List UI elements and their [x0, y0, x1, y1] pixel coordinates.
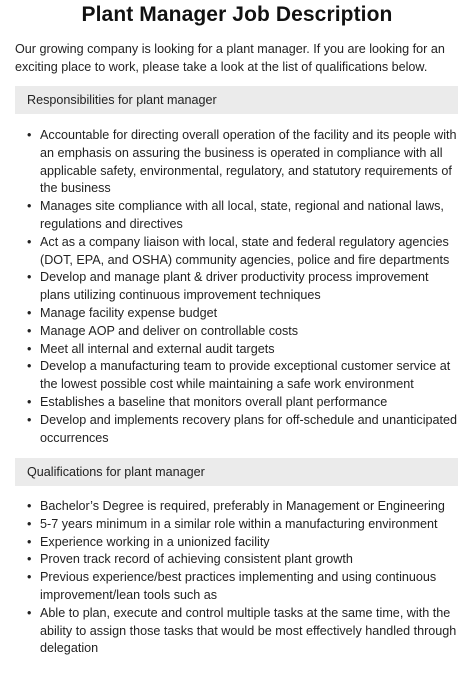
bullet-icon: •: [27, 128, 32, 142]
bullet-icon: •: [27, 199, 32, 214]
list-item-text: Develop and manage plant & driver productivity process improvement plans utilizing continuous improvement techniques: [40, 270, 429, 303]
list-item-text: Manage facility expense budget: [40, 305, 218, 320]
bullet-icon: •: [27, 605, 32, 620]
bullet-icon: •: [27, 499, 32, 513]
list-item: [15, 198, 461, 234]
list-item-text: Develop and implements recovery plans for off-schedule and unanticipated occurrences: [40, 412, 458, 445]
list-item: [15, 394, 461, 412]
list-item: [15, 305, 461, 323]
bullet-icon: •: [27, 305, 32, 320]
list-item: [15, 534, 461, 552]
list-item-text: Manage AOP and deliver on controllable costs: [40, 323, 299, 338]
list-item-text: Able to plan, execute and control multiple tasks at the same time, with the ability to assign those tasks that would be most effectively handled through delegation: [40, 605, 457, 656]
list-item-text: Experience working in a unionized facility: [40, 534, 270, 549]
bullet-icon: •: [27, 341, 32, 356]
qualifications-list: [15, 498, 461, 658]
bullet-icon: •: [27, 359, 32, 374]
list-item: [15, 516, 461, 534]
bullet-icon: •: [27, 412, 32, 427]
list-item: [15, 569, 461, 605]
bullet-icon: •: [27, 270, 32, 285]
list-item: [15, 498, 461, 516]
list-item-text: Manages site compliance with all local, state, regional and national laws, regulations and directives: [40, 199, 444, 231]
list-item: [15, 551, 461, 569]
bullet-icon: •: [27, 323, 32, 338]
list-item: [15, 358, 461, 394]
bullet-icon: •: [27, 534, 32, 549]
bullet-icon: •: [27, 552, 32, 567]
qualifications-heading: Qualifications for plant manager: [15, 458, 458, 486]
list-item-text: Accountable for directing overall operation of the facility and its people with an emphasis on assuring the business is operated in compliance with all applicable safety, environmental, regulatory, and statutory requirements of the business: [40, 128, 457, 196]
intro-paragraph: Our growing company is looking for a plant manager. If you are looking for an exciting place to work, please take a look at the list of qualifications below.: [15, 42, 445, 74]
list-item-text: Develop a manufacturing team to provide exceptional customer service at the lowest possible cost while maintaining a safe work environment: [40, 359, 451, 392]
responsibilities-heading: Responsibilities for plant manager: [15, 86, 458, 114]
bullet-icon: •: [27, 516, 32, 531]
list-item-text: Meet all internal and external audit targets: [40, 341, 275, 356]
list-item-text: Previous experience/best practices implementing and using continuous improvement/lean tools such as: [40, 570, 437, 602]
list-item-text: 5-7 years minimum in a similar role within a manufacturing environment: [40, 516, 438, 531]
list-item: [15, 323, 461, 341]
bullet-icon: •: [27, 394, 32, 409]
list-item-text: Bachelor’s Degree is required, preferably in Management or Engineering: [40, 499, 445, 513]
list-item-text: Establishes a baseline that monitors overall plant performance: [40, 394, 388, 409]
list-item: [15, 234, 461, 270]
list-item: [15, 605, 461, 658]
list-item-text: Act as a company liaison with local, state and federal regulatory agencies (DOT, EPA, and OSHA) community agencies, police and fire departments: [40, 234, 450, 267]
responsibilities-list: [15, 127, 461, 447]
bullet-icon: •: [27, 234, 32, 249]
list-item: [15, 127, 461, 198]
list-item-text: Proven track record of achieving consistent plant growth: [40, 552, 353, 567]
list-item: [15, 341, 461, 359]
page-title: Plant Manager Job Description: [81, 3, 393, 26]
list-item: [15, 269, 461, 305]
bullet-icon: •: [27, 570, 32, 585]
list-item: [15, 412, 461, 448]
